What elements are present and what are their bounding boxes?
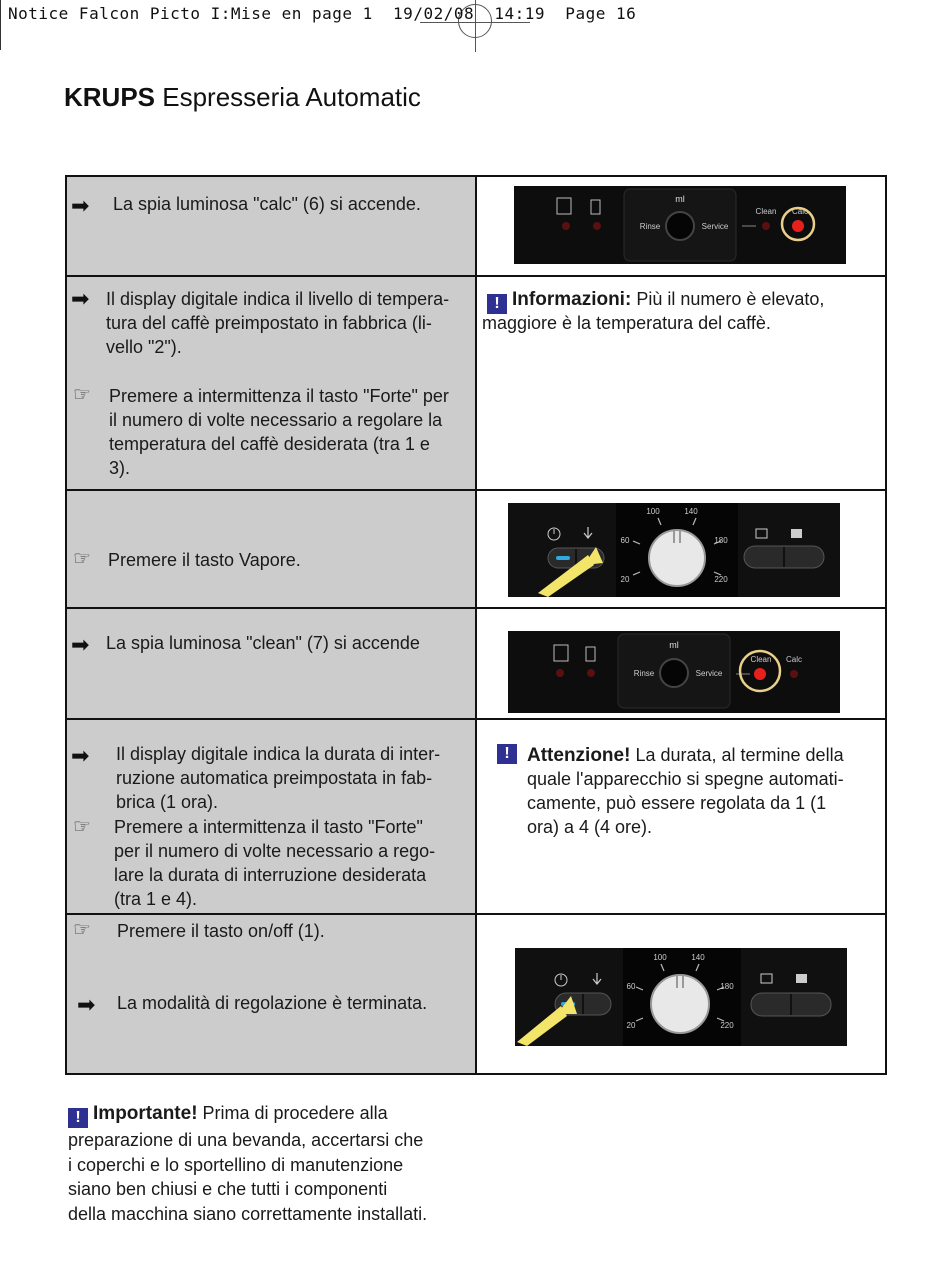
note-text: Prima di procedere alla — [202, 1103, 388, 1123]
instruction-text: La modalità di regolazione è terminata. — [117, 993, 428, 1013]
note-text: della macchina siano correttamente installati. — [68, 1203, 428, 1224]
instruction-text: Premere a intermittenza il tasto "Forte" per — [109, 386, 449, 406]
calc-label: Calc — [785, 655, 803, 664]
right-arrow-icon: ➡ — [71, 286, 90, 311]
instruction-text: Premere il tasto on/off (1). — [117, 921, 325, 941]
brand-name: KRUPS — [64, 82, 156, 112]
instruction-text: tura del caffè preimpostato in fabbrica (li- — [106, 313, 432, 333]
instruction-text: ruzione automatica preimpostata in fab- — [116, 768, 433, 788]
rinse-label: Rinse — [639, 222, 661, 231]
note-text: maggiore è la temperatura del caffè. — [482, 313, 771, 333]
dial-tick-label: 180 — [720, 982, 734, 991]
pointing-hand-icon: ☞ — [73, 548, 91, 570]
table-row — [67, 718, 885, 913]
dial-tick-label: 220 — [714, 575, 728, 584]
right-arrow-icon: ➡ — [71, 743, 90, 768]
dial-tick-label: 180 — [714, 536, 728, 545]
ml-label: ml — [675, 194, 685, 204]
note-cell — [477, 720, 885, 913]
exclamation-icon: ! — [487, 294, 507, 314]
pointing-hand-icon: ☞ — [73, 919, 91, 941]
note-title: Attenzione! — [527, 745, 631, 766]
service-label: Service — [695, 669, 723, 678]
warning-note — [527, 743, 844, 768]
clean-label: Clean — [755, 207, 777, 216]
control-panel-image — [515, 948, 847, 1046]
instruction-text: Il display digitale indica la durata di inter- — [116, 744, 441, 764]
dial-tick-label: 100 — [646, 507, 660, 516]
exclamation-icon: ! — [497, 744, 517, 764]
instruction-text: temperatura del caffè desiderata (tra 1 e — [109, 434, 430, 454]
dial-tick-label: 60 — [620, 536, 630, 545]
table-row — [67, 607, 885, 718]
instruction-text: brica (1 ora). — [116, 792, 219, 812]
crop-mark-left — [0, 0, 1, 50]
instruction-text: (tra 1 e 4). — [114, 889, 198, 909]
right-arrow-icon: ➡ — [71, 632, 90, 657]
note-title: Importante! — [93, 1103, 198, 1124]
clean-label: Clean — [750, 655, 772, 664]
instruction-text: per il numero di volte necessario a rego- — [114, 841, 436, 861]
instruction-cell — [67, 915, 477, 1073]
table-row — [67, 275, 885, 489]
instruction-cell — [67, 177, 477, 275]
control-panel-image — [508, 631, 840, 713]
note-text: i coperchi e lo sportellino di manutenzione — [68, 1154, 404, 1175]
instruction-cell — [67, 491, 477, 607]
service-label: Service — [701, 222, 729, 231]
illustration-cell — [477, 609, 885, 718]
illustration-cell — [477, 491, 885, 607]
note-text: ora) a 4 (4 ore). — [527, 817, 653, 837]
dial-tick-label: 140 — [691, 953, 705, 962]
dial-tick-label: 140 — [684, 507, 698, 516]
dial-tick-label: 60 — [626, 982, 636, 991]
exclamation-icon: ! — [68, 1108, 88, 1128]
instruction-text: il numero di volte necessario a regolare la — [109, 410, 443, 430]
note-text: camente, può essere regolata da 1 (1 — [527, 793, 827, 813]
info-note — [487, 287, 882, 314]
illustration-cell — [477, 915, 885, 1073]
dial-tick-label: 100 — [653, 953, 667, 962]
instruction-cell — [67, 720, 477, 913]
page-title — [64, 82, 421, 113]
instruction-text: La spia luminosa "calc" (6) si accende. — [113, 194, 421, 214]
right-arrow-icon: ➡ — [77, 992, 96, 1017]
instruction-cell — [67, 277, 477, 489]
instruction-text: vello "2"). — [106, 337, 182, 357]
table-row — [67, 913, 885, 1073]
calc-label: Calc — [791, 207, 809, 216]
dial-tick-label: 20 — [626, 1021, 636, 1030]
right-arrow-icon: ➡ — [71, 193, 90, 218]
note-cell — [477, 277, 885, 489]
instruction-text: Premere a intermittenza il tasto "Forte" — [114, 817, 423, 837]
note-text: quale l'apparecchio si spegne automati- — [527, 769, 844, 789]
note-text: preparazione di una bevanda, accertarsi che — [68, 1130, 424, 1150]
rinse-label: Rinse — [633, 669, 655, 678]
printer-slug: Notice Falcon Picto I:Mise en page 1 19/02/08 14:19 Page 16 — [8, 4, 637, 23]
instruction-text: lare la durata di interruzione desiderata — [114, 865, 427, 885]
instruction-text: 3). — [109, 458, 131, 478]
instruction-cell — [67, 609, 477, 718]
instruction-text: Premere il tasto Vapore. — [108, 550, 301, 570]
dial-tick-label: 220 — [720, 1021, 734, 1030]
table-row — [67, 489, 885, 607]
dial-tick-label: 20 — [620, 575, 630, 584]
control-panel-image — [508, 503, 840, 597]
instruction-table — [65, 175, 887, 1075]
instruction-text: Il display digitale indica il livello di tempera- — [106, 289, 450, 309]
note-title: Informazioni: — [512, 289, 632, 310]
control-panel-image — [514, 186, 846, 264]
pointing-hand-icon: ☞ — [73, 816, 91, 838]
pointing-hand-icon: ☞ — [73, 384, 91, 406]
ml-label: ml — [669, 640, 679, 650]
illustration-cell — [477, 177, 885, 275]
instruction-text: La spia luminosa "clean" (7) si accende — [106, 633, 420, 653]
important-note — [68, 1101, 488, 1226]
note-text: La durata, al termine della — [635, 745, 844, 765]
table-row — [67, 177, 885, 275]
note-text: Più il numero è elevato, — [636, 289, 825, 309]
product-name: Espresseria Automatic — [162, 82, 421, 112]
note-text: siano ben chiusi e che tutti i componenti — [68, 1179, 388, 1199]
